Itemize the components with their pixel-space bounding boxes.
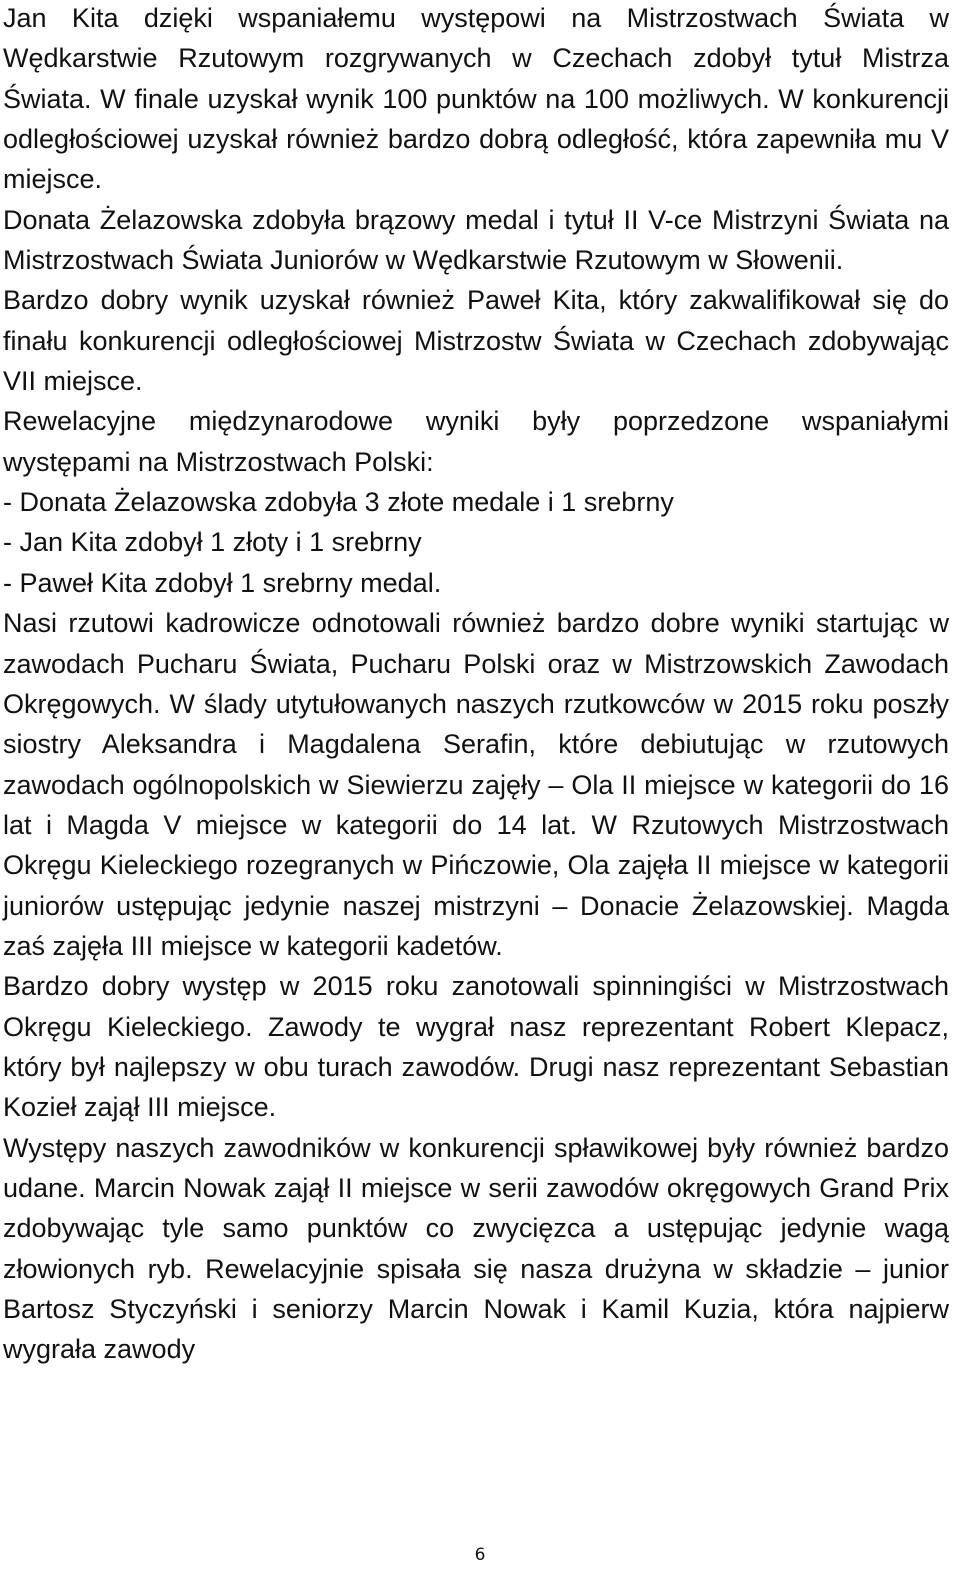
paragraph-casting-team-results: Nasi rzutowi kadrowicze odnotowali również bardzo dobre wyniki startując w zawodach Pucharu Świata, Pucharu Polski oraz w Mistrzowskich Zawodach Okręgowych. W ślady utytułowanych naszych rzutkowców w 2015 roku poszły siostry Aleksandra i Magdalena Serafin, które debiutując w rzutowych zawodach ogólnopolskich w Siewierzu zajęły – Ola II miejsce w kategorii do 16 lat i Magda V miejsce w kategorii do 14 lat. W Rzutowych Mistrzostwach Okręgu Kieleckiego rozegranych w Pińczowie, Ola zajęła II miejsce w kategorii juniorów ustępując jedynie naszej mistrzyni – Donacie Żelazowskiej. Magda zaś zajęła III miejsce w kategorii kadetów.	[3, 608, 949, 961]
paragraph-polish-championships-intro: Rewelacyjne międzynarodowe wyniki były poprzedzone wspaniałymi występami na Mistrzostwach Polski:	[3, 406, 949, 477]
list-item-donata-medals: - Donata Żelazowska zdobyła 3 złote medale i 1 srebrny	[3, 487, 674, 518]
list-item-jan-medals: - Jan Kita zdobył 1 złoty i 1 srebrny	[3, 527, 422, 558]
paragraph-float-fishing-results: Występy naszych zawodników w konkurencji spławikowej były również bardzo udane. Marcin Nowak zajął II miejsce w serii zawodów okręgowych Grand Prix zdobywając tyle samo punktów co zwycięzca a ustępując jedynie wagą złowionych ryb. Rewelacyjnie spisała się nasza drużyna w składzie – junior Bartosz Styczyński i seniorzy Marcin Nowak i Kamil Kuzia, która najpierw wygrała zawody	[3, 1132, 949, 1365]
paragraph-donata-bronze-medal: Donata Żelazowska zdobyła brązowy medal i tytuł II V-ce Mistrzyni Świata na Mistrzostwach Świata Juniorów w Wędkarstwie Rzutowym w Słowenii.	[3, 204, 949, 276]
paragraph-jan-kita-world-champion: Jan Kita dzięki wspaniałemu występowi na Mistrzostwach Świata w Wędkarstwie Rzutowym rozgrywanych w Czechach zdobył tytuł Mistrza Świata. W finale uzyskał wynik 100 punktów na 100 możliwych. W konkurencji odległościowej uzyskał również bardzo dobrą odległość, która zapewniła mu V miejsce.	[3, 3, 949, 195]
paragraph-spinning-results: Bardzo dobry występ w 2015 roku zanotowali spinningiści w Mistrzostwach Okręgu Kieleckiego. Zawody te wygrał nasz reprezentant Robert Klepacz, który był najlepszy w obu turach zawodów. Drugi nasz reprezentant Sebastian Kozieł zajął III miejsce.	[3, 971, 949, 1123]
body-text	[3, 0, 949, 1370]
page-number: 6	[474, 1545, 486, 1565]
paragraph-pawel-kita-result: Bardzo dobry wynik uzyskał również Paweł Kita, który zakwalifikował się do finału konkurencji odległościowej Mistrzostw Świata w Czechach zdobywając VII miejsce.	[3, 285, 949, 397]
list-item-pawel-medals: - Paweł Kita zdobył 1 srebrny medal.	[3, 567, 442, 598]
